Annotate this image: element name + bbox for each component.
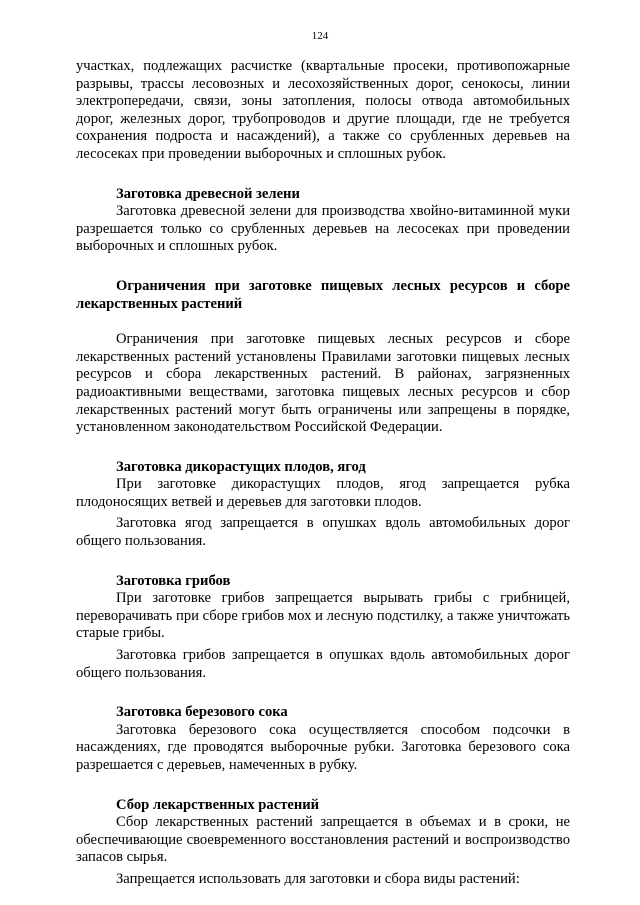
section-paragraph: Ограничения при заготовке пищевых лесных ресурсов и сборе лекарственных растений установлены Правилами заготовки пищевых лесных ресурсов и сбора лекарственных растений. В районах, загрязненных радиоактивными веществами, заготовка пищевых лесных ресурсов и сбор лекарственных растений могут быть ограничены или запрещены в порядке, установленном законодательством Российской Федерации. [76,331,570,436]
section-heading: Ограничения при заготовке пищевых лесных ресурсов и сборе лекарственных растений [76,277,570,312]
page-number: 124 [311,30,329,42]
section-paragraph: При заготовке дикорастущих плодов, ягод запрещается рубка плодоносящих ветвей и деревьев для заготовки плодов. [76,476,570,510]
section-paragraph: При заготовке грибов запрещается вырывать грибы с грибницей, переворачивать при сборе грибов мох и лесную подстилку, а также уничтожать старые грибы. [76,590,570,642]
section-paragraph: Заготовка ягод запрещается в опушках вдоль автомобильных дорог общего пользования. [76,515,570,550]
section-paragraph: Заготовка грибов запрещается в опушках вдоль автомобильных дорог общего пользования. [76,647,570,681]
section-paragraph: Заготовка древесной зелени для производства хвойно-витаминной муки разрешается только со срубленных деревьев на лесосеках при проведении выборочных и сплошных рубок. [76,203,570,255]
section-paragraph: Заготовка березового сока осуществляется способом подсочки в насаждениях, где проводятся выборочные рубки. Заготовка березового сока разрешается с деревьев, намеченных в рубку. [76,721,570,773]
section-paragraph: Запрещается использовать для заготовки и сбора виды растений: [116,870,520,887]
section-heading: Заготовка дикорастущих плодов, ягод [116,458,366,475]
page-content [76,58,570,889]
intro-paragraph: участках, подлежащих расчистке (квартальные просеки, противопожарные разрывы, трассы лесовозных и лесохозяйственных дорог, сенокосы, линии электропередачи, связи, зоны затопления, полосы отвода автомобильных дорог, железных дорог, трубопроводов и другие площади, где не требуется сохранения подроста и насаждений), а также со срубленных деревьев на лесосеках при проведении выборочных и сплошных рубок. [76,58,570,162]
section-heading: Заготовка древесной зелени [116,185,300,202]
section-heading: Заготовка березового сока [116,704,288,721]
section-heading: Сбор лекарственных растений [116,796,320,813]
section-paragraph: Сбор лекарственных растений запрещается в объемах и в сроки, не обеспечивающие своевременного восстановления растений и воспроизводство запасов сырья. [76,814,570,866]
section-heading: Заготовка грибов [116,572,231,589]
